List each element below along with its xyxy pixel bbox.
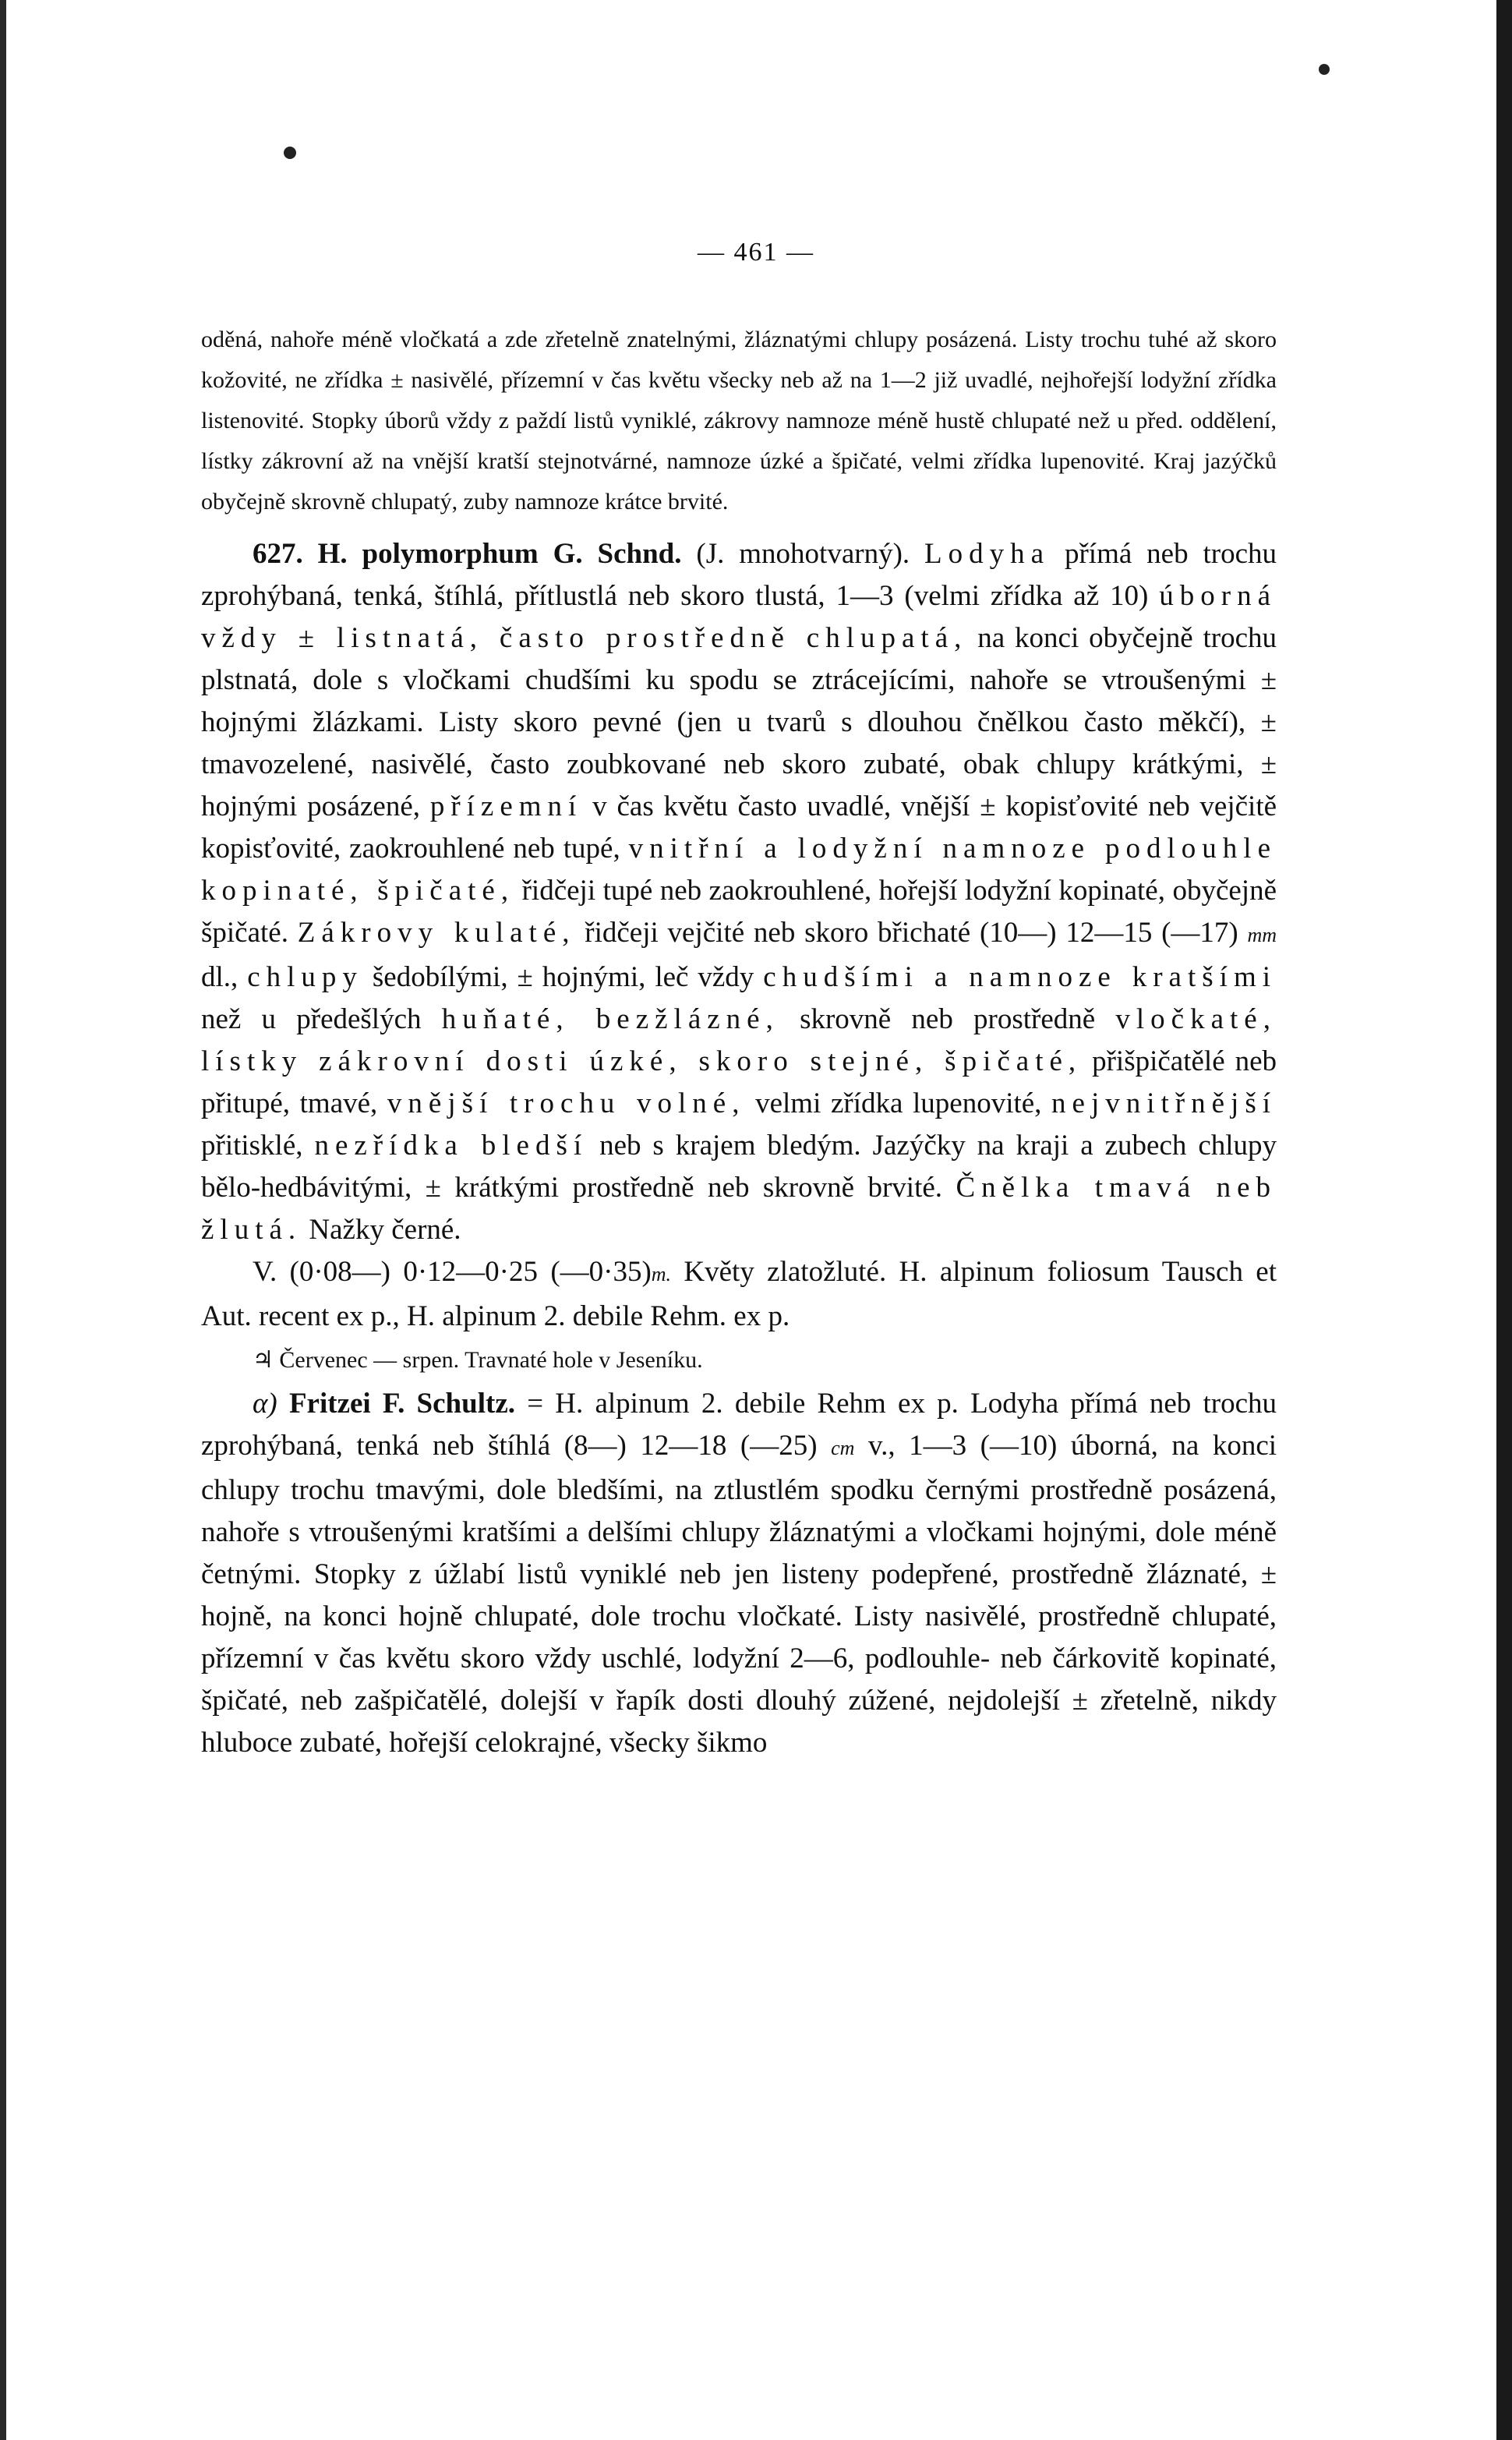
species-name: H. polymorphum G. Schnd.: [317, 538, 682, 570]
spaced-text: chudšími a namnoze kratšími: [763, 961, 1277, 993]
spaced-text: nejvnitřnější: [1051, 1087, 1277, 1119]
species-627-entry: 627. H. polymorphum G. Schnd. (J. mnohotvarný). Lodyha přímá neb trochu zprohýbaná, tenká, štíhlá, přítlustlá neb skoro tlustá, 1—3 (velmi zřídka až 10) úborná vždy ± listnatá, často prostředně chlupatá, na konci obyčejně trochu plstnatá, dole s vločkami chudšími ku spodu se ztrácejícími, nahoře se vtroušenými ± hojnými žlázkami. Listy skoro pevné (jen u tvarů s dlouhou čnělkou často měkčí), ± tmavozelené, nasivělé, často zoubkované neb skoro zubaté, obak chlupy krátkými, ± hojnými posázené, přízemní v čas květu často uvadlé, vnější ± kopisťovité neb vejčitě kopisťovité, zaokrouhlené neb tupé, vnitřní a lodyžní namnoze podlouhle kopinaté, špičaté, řidčeji tupé neb zaokrouhlené, hořejší lodyžní kopinaté, obyčejně špičaté. Zákrovy kulaté, řidčeji vejčité neb skoro břichaté (10—) 12—15 (—17) mm dl., chlupy šedobílými, ± hojnými, leč vždy chudšími a namnoze kratšími než u předešlých huňaté, bezžlázné, skrovně neb prostředně vločkaté, lístky zákrovní dosti úzké, skoro stejné, špičaté, přišpičatělé neb přitupé, tmavé, vnější trochu volné, velmi zřídka lupenovité, nejvnitřnější přitisklé, nezřídka bledší neb s krajem bledým. Jazýčky na kraji a zubech chlupy bělo-hedbávitými, ± krátkými prostředně neb skrovně brvité. Čnělka tmavá neb žlutá. Nažky černé.: [201, 538, 1277, 1246]
unit-m: m.: [651, 1263, 672, 1285]
spaced-text: úborná vždy ± listnatá, často prostředně chlupatá,: [201, 580, 1277, 654]
species-number: 627.: [253, 538, 303, 570]
spaced-text: přízemní: [429, 790, 583, 822]
flowering-note: ♃ Červenec — srpen. Travnaté hole v Jeseníku.: [253, 1347, 703, 1373]
spaced-text: vnitřní a lodyžní namnoze podlouhle kopinaté, špičaté,: [201, 833, 1277, 907]
spaced-text: nezřídka bledší: [314, 1130, 588, 1162]
unit-mm: mm: [1247, 924, 1277, 946]
vernacular-name: (J. mnohotvarný).: [696, 538, 910, 570]
scan-edge-right: [1496, 0, 1512, 2440]
size-paragraph: V. (0·08—) 0·12—0·25 (—0·35)m. Květy zlatožluté. H. alpinum foliosum Tausch et Aut. recent ex p., H. alpinum 2. debile Rehm. ex p.: [201, 1256, 1277, 1332]
spaced-text: Čnělka tmavá neb žlutá.: [201, 1172, 1277, 1246]
scan-speck: [1319, 64, 1330, 75]
continued-paragraph: oděná, nahoře méně vločkatá a zde zřetelně znatelnými, žláznatými chlupy posázená. Listy trochu tuhé až skoro kožovité, ne zřídka ± nasivělé, přízemní v čas květu všecky neb až na 1—2 již uvadlé, nejhořejší lodyžní zřídka listenovité. Stopky úborů vždy z paždí listů vyniklé, zákrovy namnoze méně hustě chlupaté než u před. oddělení, lístky zákrovní až na vnější kratší stejnotvárné, namnoze úzké a špičaté, velmi zřídka lupenovité. Kraj jazýčků obyčejně skrovně chlupatý, zuby namnoze krátce brvité.: [201, 327, 1277, 515]
spaced-text: Zákrovy kulaté,: [297, 917, 576, 949]
spaced-text: Lodyha: [924, 538, 1051, 570]
variety-label: α): [253, 1388, 277, 1420]
spaced-text: huňaté, bezžlázné,: [441, 1003, 779, 1035]
scan-edge-left: [0, 0, 6, 2440]
variety-alpha-entry: α) Fritzei F. Schultz. = H. alpinum 2. debile Rehm ex p. Lodyha přímá neb trochu zprohýbaná, tenká neb štíhlá (8—) 12—18 (—25) cm v., 1—3 (—10) úborná, na konci chlupy trochu tmavými, dole bledšími, na ztlustlém spodku černými prostředně posázená, nahoře s vtroušenými kratšími a delšími chlupy žláznatými a vločkami hojnými, dole méně četnými. Stopky z úžlabí listů vyniklé neb jen listeny podepřené, prostředně žláznaté, ± hojně, na konci hojně chlupaté, dole trochu vločkaté. Listy nasivělé, prostředně chlupaté, přízemní v čas květu skoro vždy uschlé, lodyžní 2—6, podlouhle- neb čárkovitě kopinaté, špičaté, neb zašpičatělé, dolejší v řapík dosti dlouhý zúžené, nejdolejší ± zřetelně, nikdy hluboce zubaté, hořejší celokrajné, všecky šikmo: [201, 1388, 1277, 1759]
variety-name: Fritzei F. Schultz.: [288, 1388, 515, 1420]
spaced-text: vločkaté, lístky zákrovní dosti úzké, skoro stejné, špičaté,: [201, 1003, 1277, 1077]
page-body: [201, 320, 1277, 1764]
spaced-text: chlupy: [247, 961, 363, 993]
page-number: — 461 —: [698, 238, 814, 267]
scan-speck: [284, 147, 296, 159]
unit-cm: cm: [831, 1437, 855, 1459]
spaced-text: vnější trochu volné,: [387, 1087, 746, 1119]
